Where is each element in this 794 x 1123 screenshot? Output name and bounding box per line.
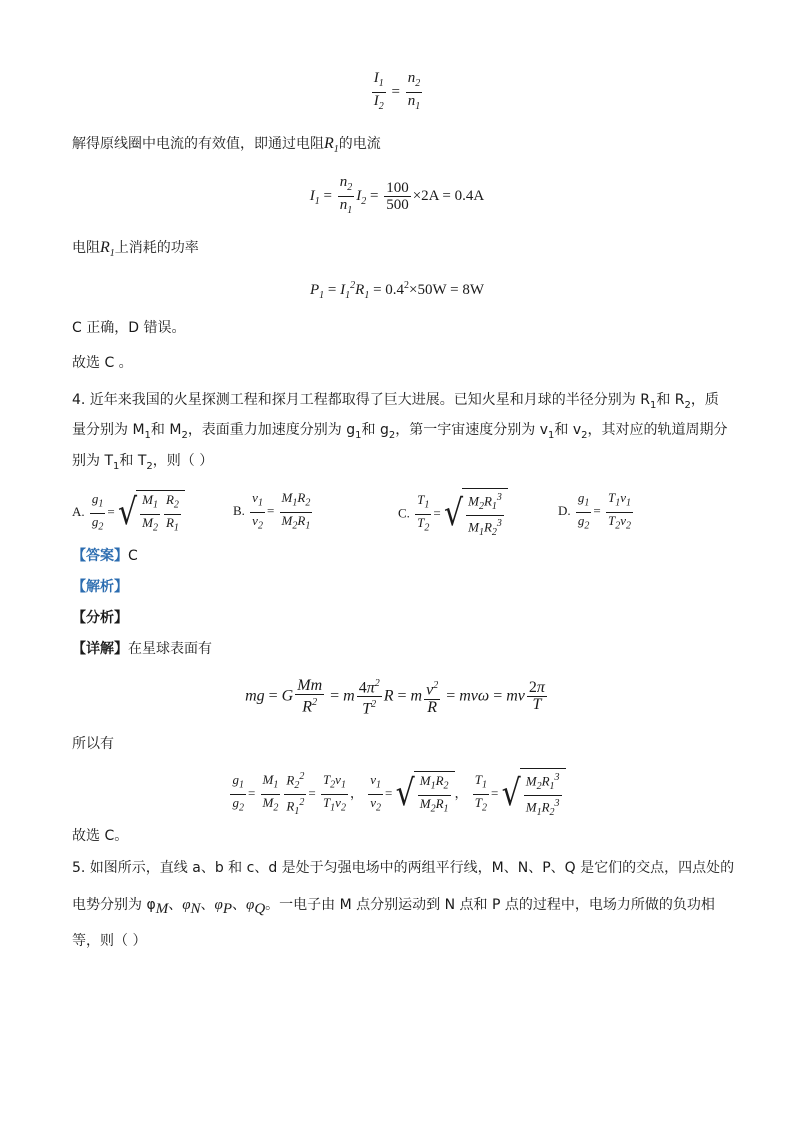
- result-equation: $\frac{g_1}{g_2}$ = $\frac{M_1}{M_2}$ $\frac{R_2^2}{R_1^2}$ = $\frac{T_2v_1}{T_1v_2}$ ， $\frac{v_1}{v_2}$ = √ $\frac{M_1R_2}{M_2R_1}$ ， $\frac{T_1}{T_2}$ = √ $\frac{M_2R_1^3}{M_1R_2^3}$: [0, 768, 794, 821]
- current-equation: $I_1$ = $\frac{n_2}{n_1}$ $I_2$ = $\frac{100}{500}$ ×2A = 0.4A: [309, 174, 485, 216]
- q4-line1: 4. 近年来我国的火星探测工程和探月工程都取得了巨大进展。已知火星和月球的半径分别为 $R_1$和 $R_2$，质: [72, 392, 719, 411]
- gravity-equation: mg = G $\frac{Mm}{R^2}$ = m $\frac{4\pi^2}{T^2}$ R = m $\frac{v^2}{R}$ = mvω = mv $\frac{2\pi}{T}$: [245, 677, 545, 718]
- power-equation: $P_1 = I_1^2R_1 = 0.4^2\times 50W = 8W$: [310, 280, 484, 301]
- option-d[interactable]: D. $\frac{g_1}{g_2}$ = $\frac{T_1v_1}{T_2v_2}$: [558, 490, 631, 532]
- fenxi-label: 【分析】: [72, 610, 128, 626]
- paragraph-power: 电阻$R_1$上消耗的功率: [72, 239, 199, 260]
- answer-row: 【答案】C: [72, 548, 138, 564]
- paragraph-current: 解得原线圈中电流的有效值，即通过电阻$R_1$的电流: [72, 135, 381, 156]
- q4-line3: 别为 $T_1$和 $T_2$，则（ ）: [72, 453, 214, 472]
- detail-row: 【详解】在星球表面有: [72, 641, 212, 657]
- suoyi-text: 所以有: [72, 736, 114, 752]
- q5-line3: 等，则（ ）: [72, 933, 147, 949]
- option-c[interactable]: C. $\frac{T_1}{T_2}$ = √ $\frac{M_2R_1^3}{M_1R_2^3}$: [398, 488, 508, 541]
- option-a[interactable]: A. $\frac{g_1}{g_2}$ = √ $\frac{M_1}{M_2}$ $\frac{R_2}{R_1}$: [72, 490, 185, 536]
- ratio-equation: $\frac{I_1}{I_2}$ = $\frac{n_2}{n_1}$: [373, 70, 421, 112]
- option-b[interactable]: B. $\frac{v_1}{v_2}$ = $\frac{M_1R_2}{M_2R_1}$: [233, 490, 311, 532]
- q5-line1: 5. 如图所示，直线 a、b 和 c、d 是处于匀强电场中的两组平行线，M、N、P、Q 是它们的交点，四点处的: [72, 860, 735, 876]
- q4-line2: 量分别为 $M_1$和 $M_2$，表面重力加速度分别为 $g_1$和 $g_2$，第一宇宙速度分别为 $v_1$和 $v_2$，其对应的轨道周期分: [72, 422, 728, 441]
- q5-line2: 电势分别为 $\varphi_M$、$\varphi_N$、$\varphi_P$、$\varphi_Q$。一电子由 M 点分别运动到 N 点和 P 点的过程中，电场力所做的负功相: [72, 897, 715, 917]
- guxuan-text: 故选 C。: [72, 828, 129, 844]
- choice-text: 故选 C 。: [72, 355, 133, 371]
- conclusion-text: C 正确，D 错误。: [72, 320, 186, 336]
- analysis-label: 【解析】: [72, 579, 128, 595]
